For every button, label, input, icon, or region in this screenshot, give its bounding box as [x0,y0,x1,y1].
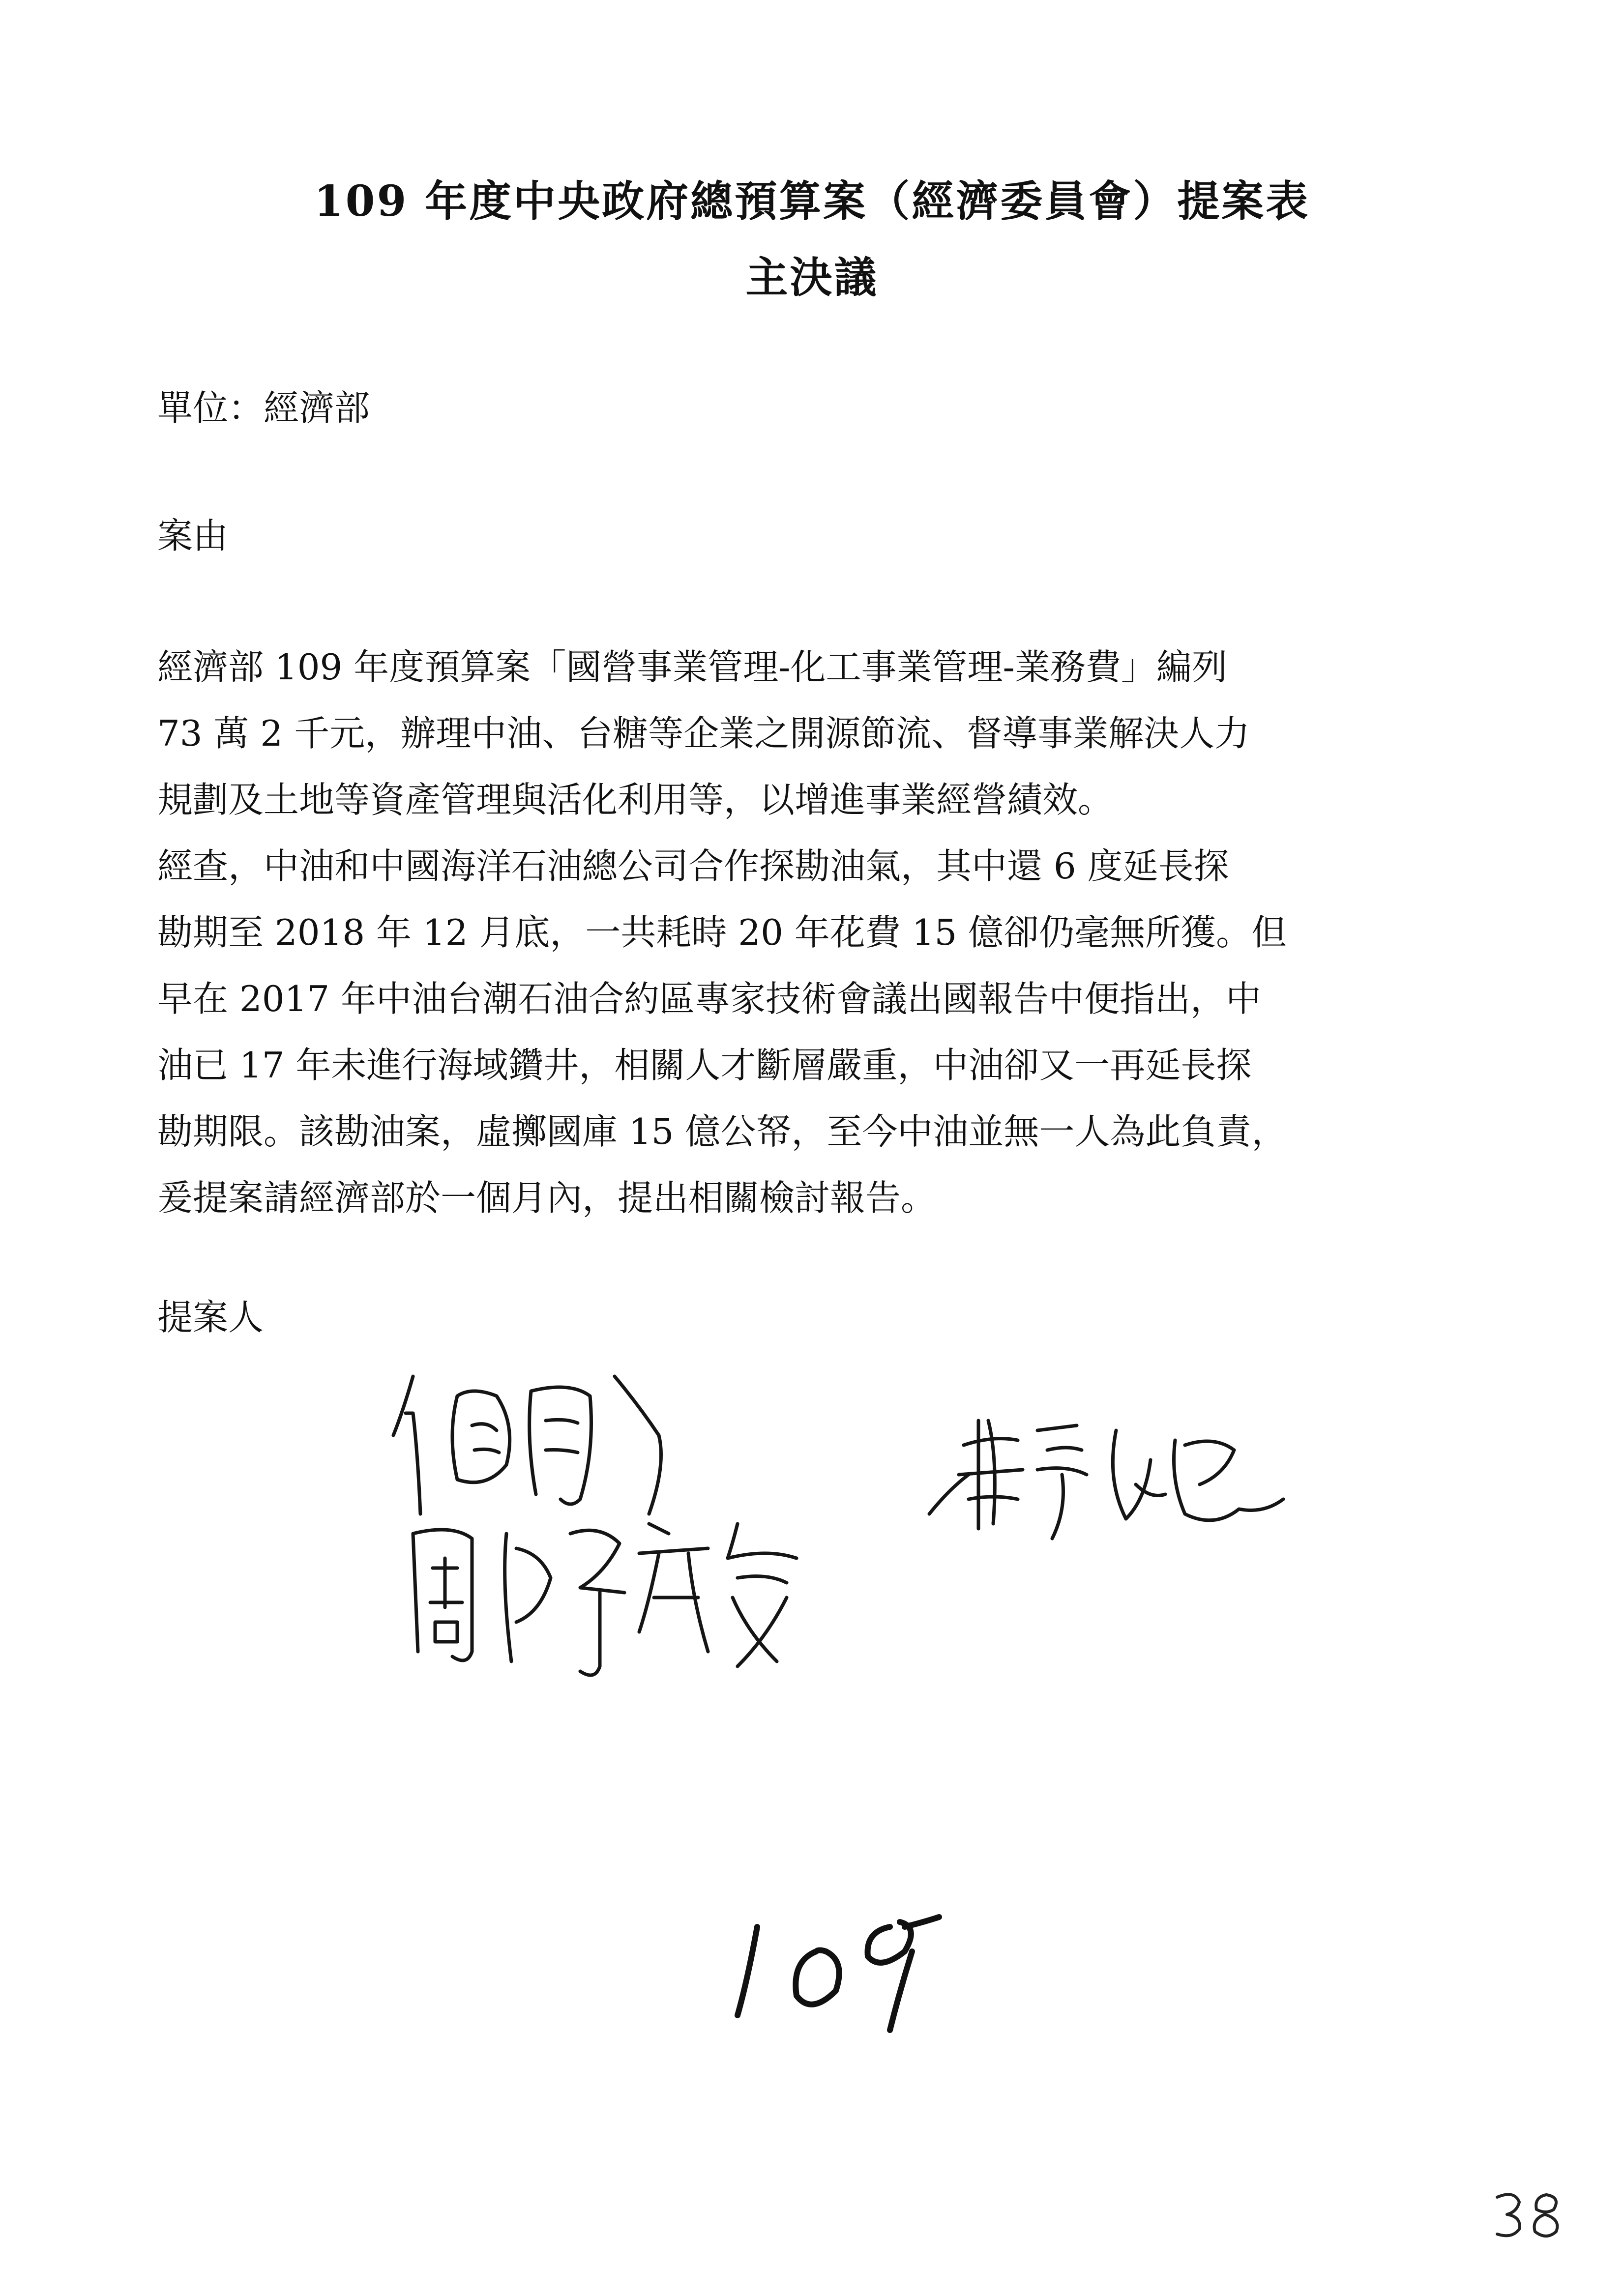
signature-1-bottom [393,1504,816,1691]
body-line-7: 油已 17 年未進行海域鑽井，相關人才斷層嚴重，中油卻又一再延長探 [157,1045,1252,1086]
handwritten-number [728,1897,954,2035]
body-line-2: 73 萬 2 千元，辦理中油、台糖等企業之開源節流、督導事業解決人力 [157,713,1250,754]
body-line-3: 規劃及土地等資產管理與活化利用等，以增進事業經營績效。 [157,779,1114,820]
unit-line: 單位：經濟部 [157,387,370,429]
body-line-4: 經查，中油和中國海洋石油總公司合作探勘油氣，其中還 6 度延長探 [157,845,1229,887]
body-line-5: 勘期至 2018 年 12 月底，一共耗時 20 年花費 15 億卻仍毫無所獲。但 [157,912,1287,953]
body-line-6: 早在 2017 年中油台潮石油合約區專家技術會議出國報告中便指出，中 [157,978,1262,1019]
reason-body [157,634,1475,1231]
body-line-8: 勘期限。該勘油案，虛擲國庫 15 億公帑，至今中油並無一人為此負責， [157,1111,1287,1152]
signature-2 [919,1401,1293,1548]
page-number-handwritten [1490,2187,1568,2241]
body-line-9: 爰提案請經濟部於一個月內，提出相關檢討報告。 [157,1177,937,1219]
reason-heading: 案由 [157,515,229,556]
body-line-1: 經濟部 109 年度預算案「國營事業管理-化工事業管理-業務費」編列 [157,646,1227,688]
document-title: 109 年度中央政府總預算案（經濟委員會）提案表 [314,176,1310,226]
document-subtitle: 主決議 [745,253,879,302]
proposer-label: 提案人 [157,1297,264,1338]
